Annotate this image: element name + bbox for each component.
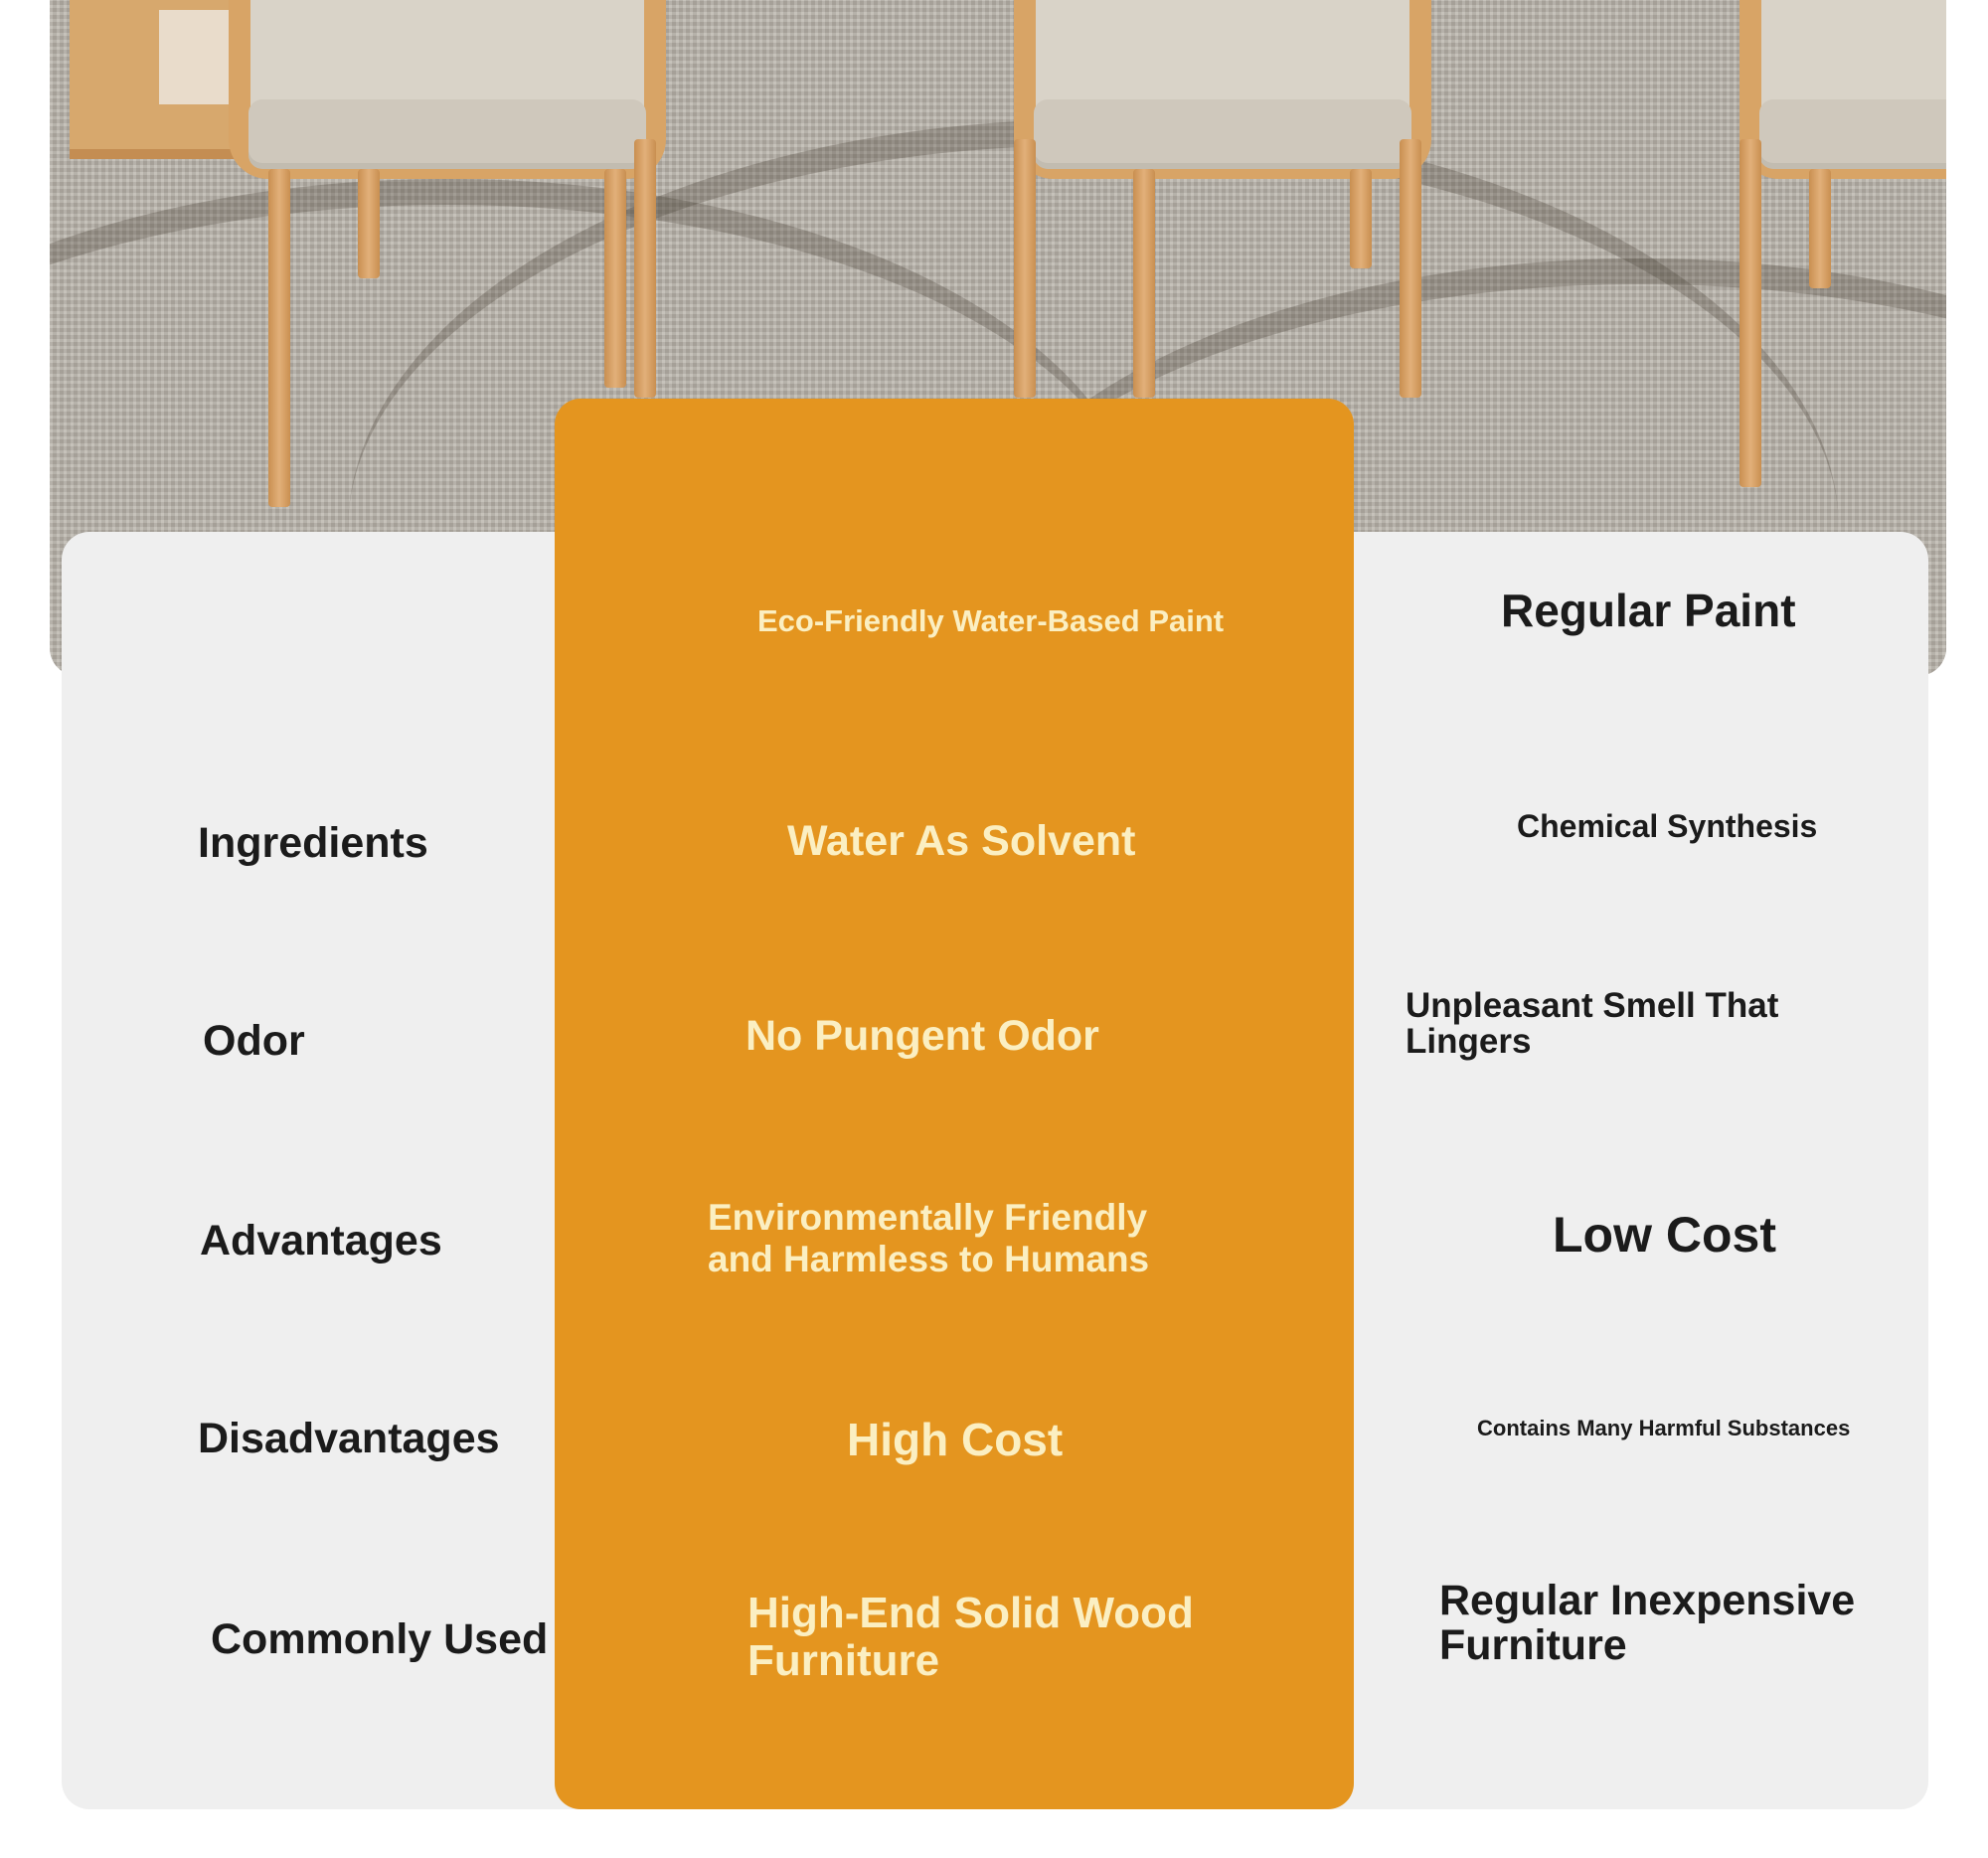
eco-advantages-line-2: and Harmless to Humans bbox=[708, 1239, 1150, 1279]
regular-paint-header: Regular Paint bbox=[1501, 585, 1796, 636]
row-label-commonly-used: Commonly Used bbox=[211, 1615, 549, 1663]
eco-commonly-used-line-2: Furniture bbox=[747, 1636, 940, 1685]
eco-ingredients: Water As Solvent bbox=[787, 817, 1136, 865]
row-label-ingredients: Ingredients bbox=[198, 819, 428, 867]
eco-disadvantages: High Cost bbox=[847, 1414, 1064, 1465]
row-label-odor: Odor bbox=[203, 1017, 305, 1065]
eco-odor: No Pungent Odor bbox=[746, 1012, 1099, 1060]
regular-odor-line-2: Lingers bbox=[1406, 1022, 1532, 1061]
eco-advantages-line-1: Environmentally Friendly bbox=[708, 1197, 1148, 1238]
eco-commonly-used-line-1: High-End Solid Wood bbox=[747, 1589, 1194, 1637]
regular-ingredients: Chemical Synthesis bbox=[1517, 808, 1818, 844]
eco-paint-header: Eco-Friendly Water-Based Paint bbox=[757, 603, 1225, 638]
regular-commonly-used-line-2: Furniture bbox=[1439, 1621, 1627, 1669]
row-label-advantages: Advantages bbox=[200, 1217, 442, 1265]
regular-advantages: Low Cost bbox=[1553, 1207, 1776, 1263]
regular-odor-line-1: Unpleasant Smell That bbox=[1406, 986, 1779, 1025]
regular-commonly-used-line-1: Regular Inexpensive bbox=[1439, 1577, 1856, 1624]
row-label-disadvantages: Disadvantages bbox=[198, 1415, 500, 1462]
regular-disadvantages: Contains Many Harmful Substances bbox=[1477, 1416, 1851, 1440]
